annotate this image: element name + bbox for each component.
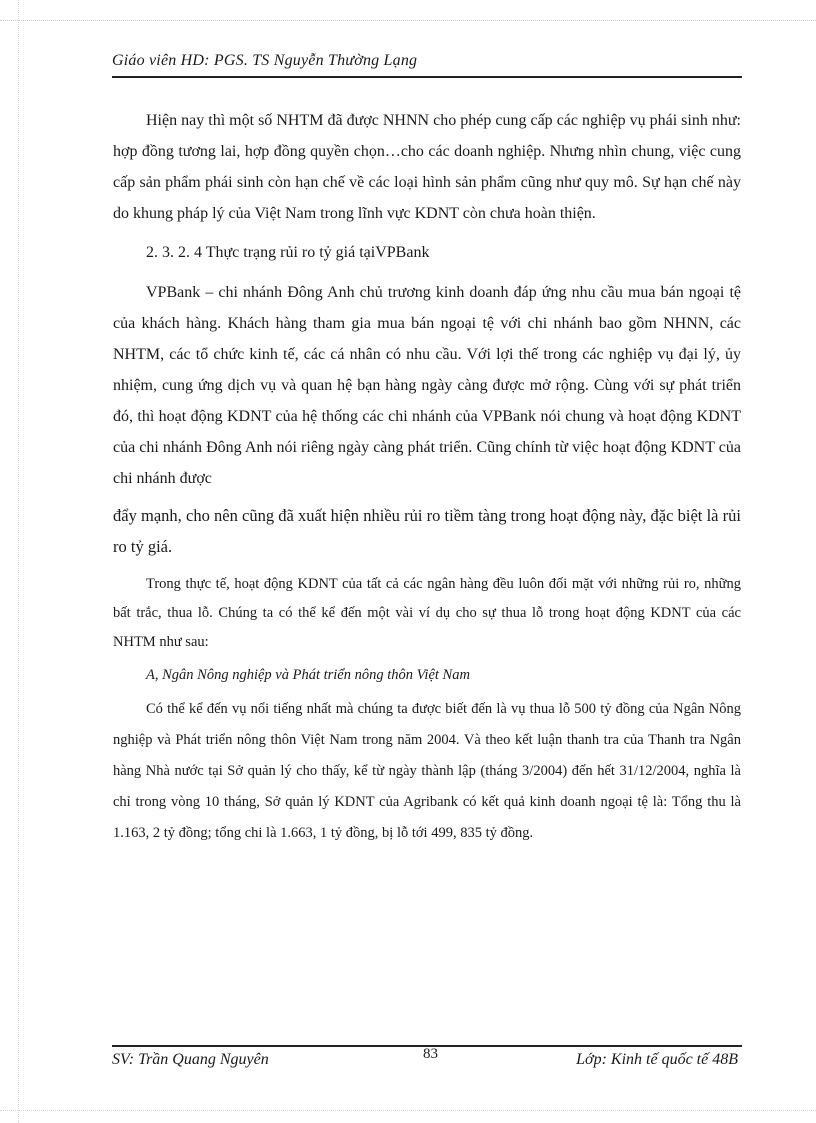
page-number: 83 — [423, 1046, 438, 1062]
page-left-border — [18, 0, 19, 1123]
page-footer — [112, 1045, 742, 1073]
paragraph-risk: đẩy mạnh, cho nên cũng đã xuất hiện nhiều rủi ro tiềm tàng trong hoạt động này, đặc biệt là rủi ro tỷ giá. — [113, 506, 741, 556]
page-top-border — [0, 0, 816, 21]
document-body — [113, 105, 741, 849]
paragraph-losses: Trong thực tế, hoạt động KDNT của tất cả các ngân hàng đều luôn đối mặt với những rủi ro, những bất trắc, thua lỗ. Chúng ta có thể kể đến một vài ví dụ cho sự thua lỗ trong hoạt động KDNT của các NHTM như sau: — [113, 576, 741, 650]
paragraph-vpbank: VPBank – chi nhánh Đông Anh chủ trương kinh doanh đáp ứng nhu cầu mua bán ngoại tệ của khách hàng. Khách hàng tham gia mua bán ngoại tệ với chi nhánh bao gồm NHNN, các NHTM, các tổ chức kinh tế, các cá nhân có nhu cầu. Với lợi thế trong các nghiệp vụ đại lý, ủy nhiệm, cung ứng dịch vụ và quan hệ bạn hàng ngày càng được mở rộng. Cùng với sự phát triển đó, thì hoạt động KDNT của hệ thống các chi nhánh của VPBank nói chung và hoạt động KDNT của chi nhánh Đông Anh nói riêng ngày càng phát triển. Cũng chính từ việc hoạt động KDNT của chi nhánh được — [113, 284, 741, 487]
paragraph-derivatives: Hiện nay thì một số NHTM đã được NHNN cho phép cung cấp các nghiệp vụ phái sinh như: hợp đồng tương lai, hợp đồng quyền chọn…cho các doanh nghiệp. Nhưng nhìn chung, việc cung cấp sản phẩm phái sinh còn hạn chế về các loại hình sản phẩm cũng như quy mô. Sự hạn chế này do khung pháp lý của Việt Nam trong lĩnh vực KDNT còn chưa hoàn thiện. — [113, 112, 741, 222]
section-heading: 2. 3. 2. 4 Thực trạng rủi ro tỷ giá tạiVPBank — [146, 244, 430, 261]
footer-class: Lớp: Kinh tế quốc tế 48B — [576, 1051, 738, 1068]
page-header — [112, 50, 742, 78]
paragraph-agribank: Có thể kể đến vụ nổi tiếng nhất mà chúng ta được biết đến là vụ thua lỗ 500 tỷ đồng của Ngân Nông nghiệp và Phát triển nông thôn Việt Nam trong năm 2004. Và theo kết luận thanh tra của Thanh tra Ngân hàng Nhà nước tại Sở quản lý cho thấy, kể từ ngày thành lập (tháng 3/2004) đến hết 31/12/2004, nghĩa là chỉ trong vòng 10 tháng, Sở quản lý KDNT của Agribank có kết quả kinh doanh ngoại tệ là: Tổng thu là 1.163, 2 tỷ đồng; tổng chi là 1.663, 1 tỷ đồng, bị lỗ tới 499, 835 tỷ đồng. — [113, 701, 741, 841]
subsection-heading: A, Ngân Nông nghiệp và Phát triển nông thôn Việt Nam — [146, 667, 470, 683]
header-teacher: Giáo viên HD: PGS. TS Nguyễn Thường Lạng — [112, 52, 418, 69]
page-bottom-border — [0, 1110, 816, 1111]
footer-student: SV: Trần Quang Nguyên — [112, 1051, 269, 1068]
